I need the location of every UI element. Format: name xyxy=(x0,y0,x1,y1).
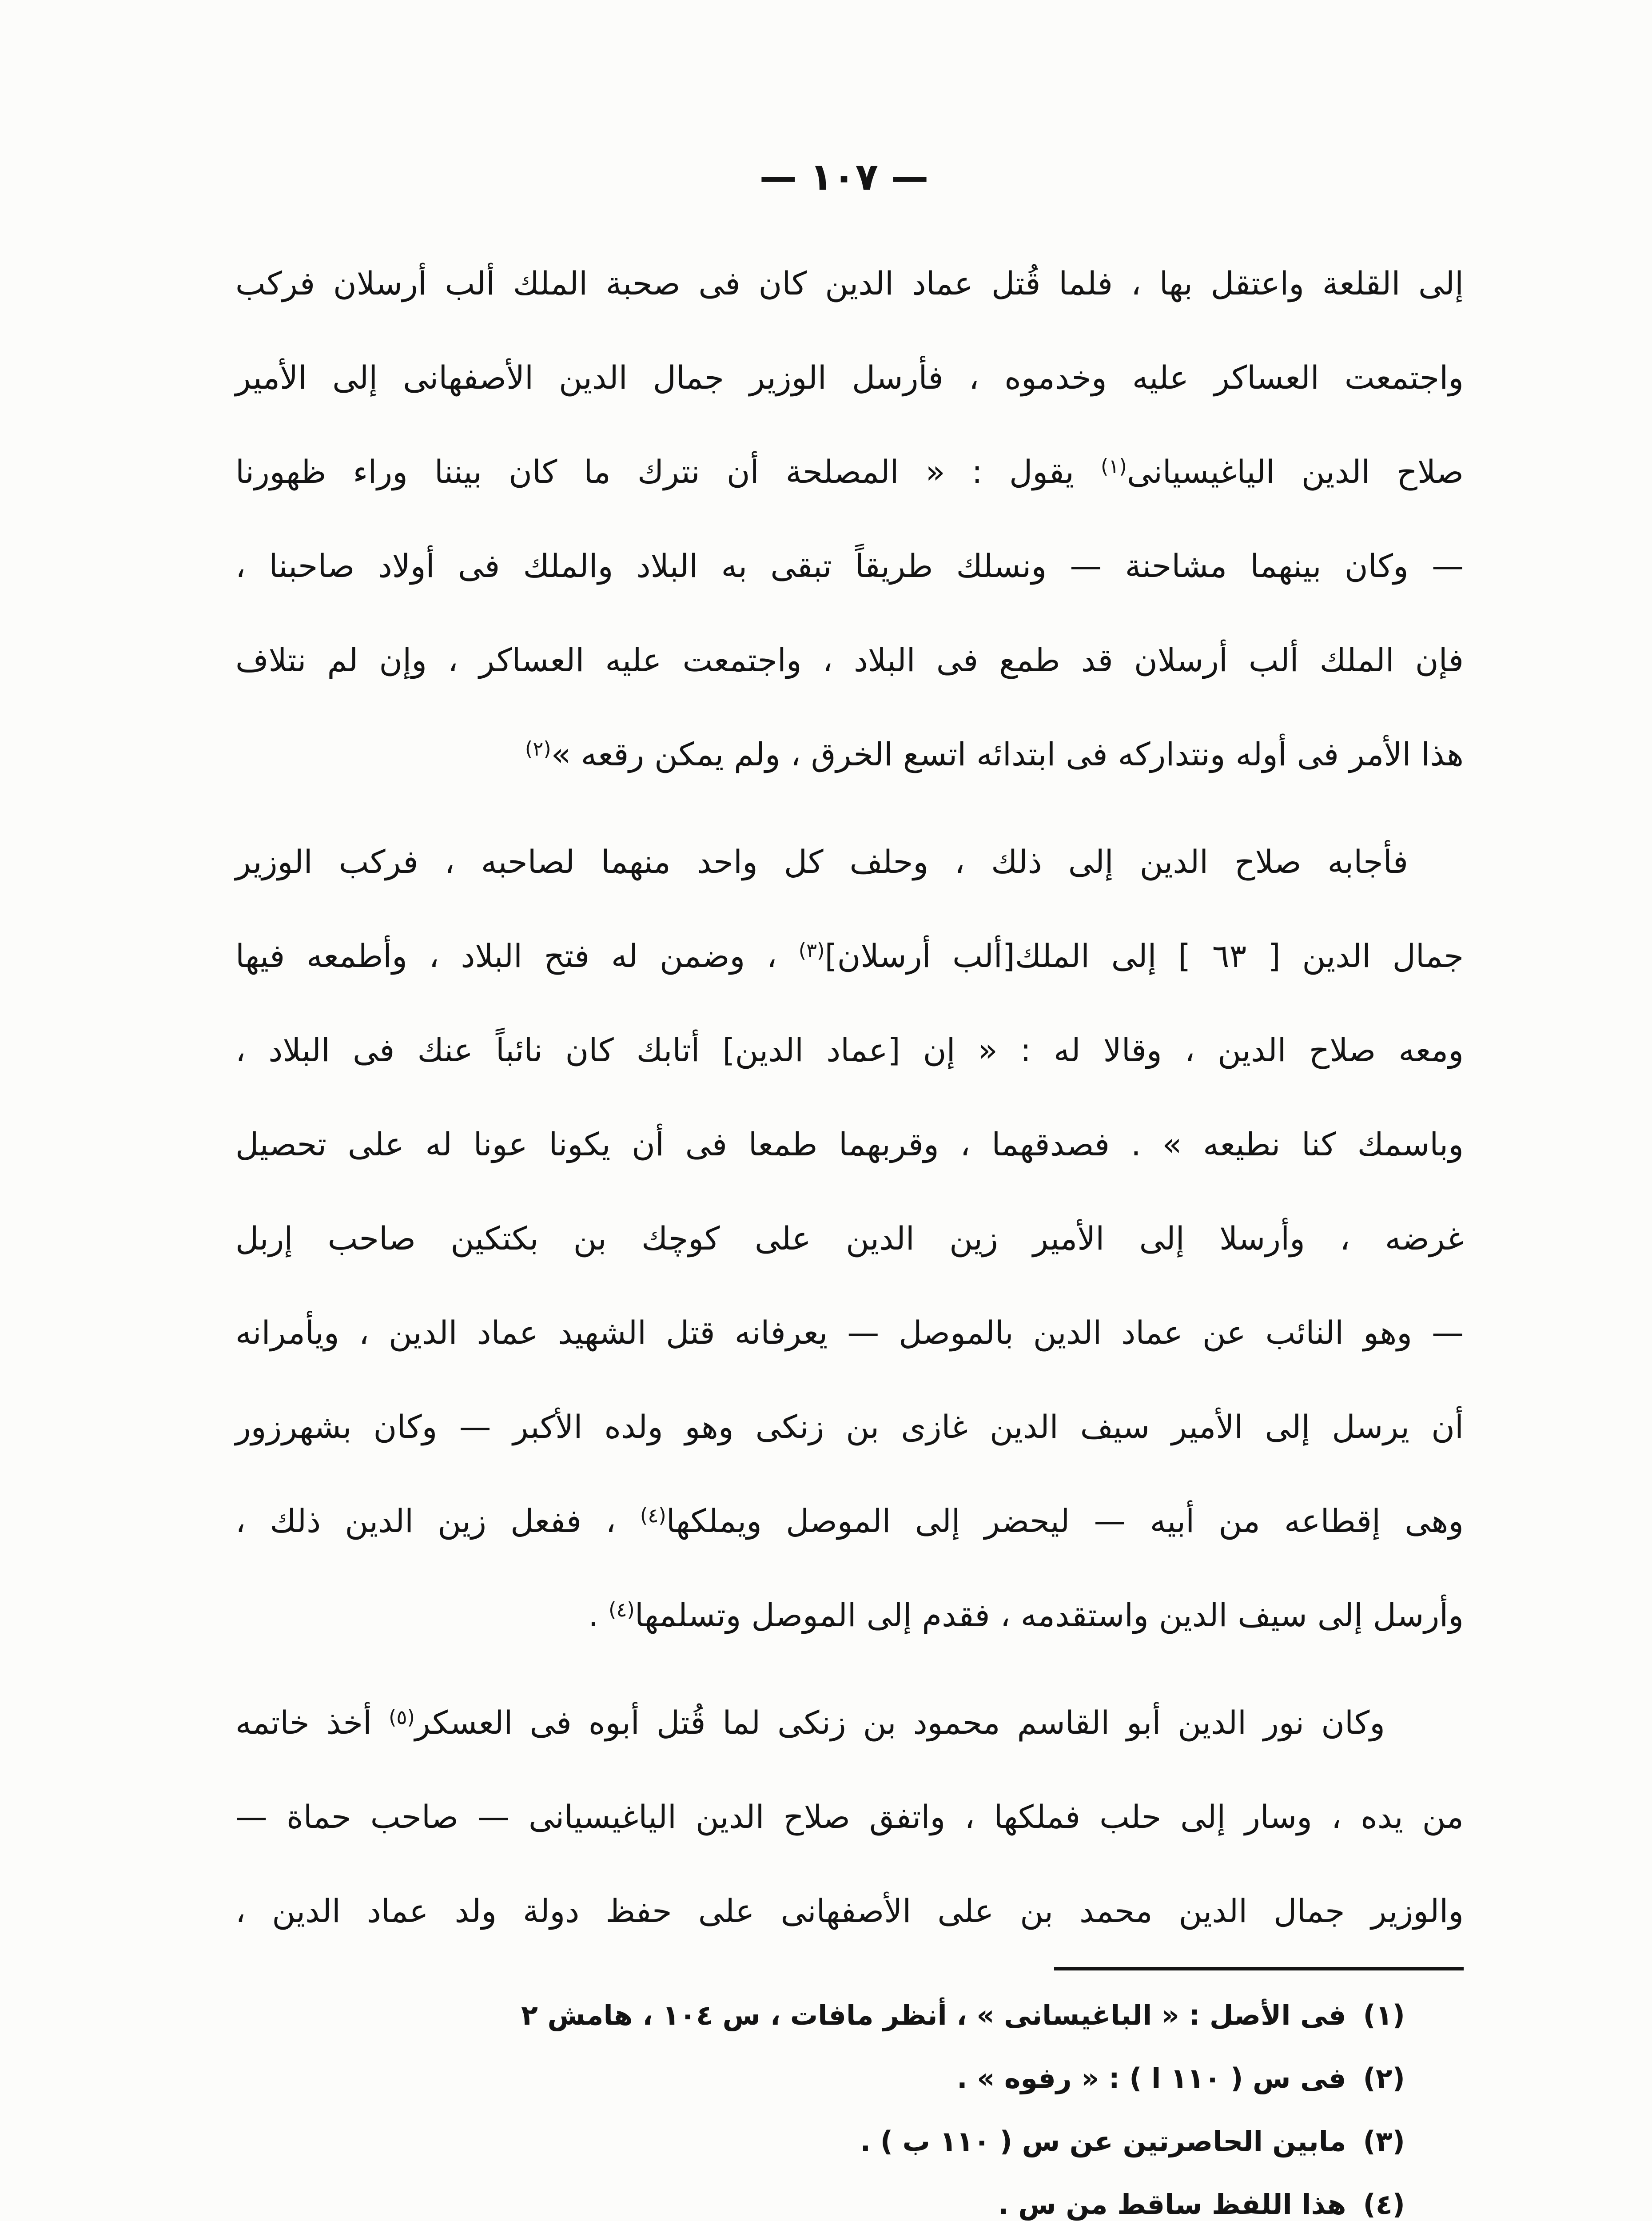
text-segment: صلاح الدين الياغيسيانى xyxy=(1127,453,1464,490)
text-line: فإن الملك ألب أرسلان قد طمع فى البلاد ، واجتمعت عليه العساكر ، وإن لم نتلاف xyxy=(235,641,1464,679)
text-segment: يقول : « المصلحة أن نترك ما كان بيننا وراء ظهورنا xyxy=(235,453,1101,490)
text-line: غرضه ، وأرسلا إلى الأمير زين الدين على كوچك بن بكتكين صاحب إربل xyxy=(235,1220,1464,1257)
text-line: وباسمك كنا نطيعه » . فصدقهما ، وقربهما طمعا فى أن يكونا عونا له على تحصيل xyxy=(235,1126,1464,1163)
text-segment: ، ففعل زين الدين ذلك ، xyxy=(235,1502,640,1540)
footnote-ref: (٣) xyxy=(798,939,825,962)
text-line: واجتمعت العساكر عليه وخدموه ، فأرسل الوزير جمال الدين الأصفهانى إلى الأمير xyxy=(235,359,1464,396)
footnote-number: (٣) xyxy=(1363,2125,1405,2157)
footnote-ref: (٤) xyxy=(640,1504,666,1527)
footnote-number: (١) xyxy=(1363,1999,1405,2031)
footnote-separator xyxy=(1054,1967,1464,1970)
text-segment: هذا الأمر فى أوله ونتداركه فى ابتدائه اتسع الخرق ، ولم يمكن رقعه » xyxy=(551,736,1464,773)
text-line xyxy=(235,1676,1464,1770)
footnote xyxy=(311,2047,1405,2110)
footnote-text: فى س ( ١١٠ ا ) : « رفوه » . xyxy=(957,2062,1346,2094)
text-line: والوزير جمال الدين محمد بن على الأصفهانى على حفظ دولة ولد عماد الدين ، xyxy=(235,1892,1464,1930)
footnotes xyxy=(311,1984,1405,2221)
footnote xyxy=(311,1984,1405,2047)
text-line: — وكان بينهما مشاحنة — ونسلك طريقاً تبقى به البلاد والملك فى أولاد صاحبنا ، xyxy=(235,547,1464,585)
text-line: من يده ، وسار إلى حلب فملكها ، واتفق صلاح الدين الياغيسيانى — صاحب حماة — xyxy=(235,1798,1464,1835)
text-segment: جمال الدين [ ٦٣ ] إلى الملك[ألب أرسلان] xyxy=(824,937,1464,975)
footnote-text: مابين الحاصرتين عن س ( ١١٠ ب ) . xyxy=(860,2125,1346,2157)
text-line: أن يرسل إلى الأمير سيف الدين غازى بن زنكى وهو ولده الأكبر — وكان بشهرزور xyxy=(235,1408,1464,1445)
text-line: إلى القلعة واعتقل بها ، فلما قُتل عماد الدين كان فى صحبة الملك ألب أرسلان فركب xyxy=(235,265,1464,302)
footnote-number: (٤) xyxy=(1363,2188,1405,2221)
paragraph xyxy=(235,236,1464,801)
text-segment: أخذ خاتمه xyxy=(235,1704,389,1741)
footnote-ref: (٢) xyxy=(525,737,551,760)
text-segment: وهى إقطاعه من أبيه — ليحضر إلى الموصل ويملكها xyxy=(666,1502,1464,1540)
body-text xyxy=(235,236,1464,1958)
text-line xyxy=(235,909,1464,1003)
footnote-text: فى الأصل : « الباغيسانى » ، أنظر مافات ، س ١٠٤ ، هامش ٢ xyxy=(521,1999,1346,2031)
paragraph xyxy=(235,1676,1464,1958)
footnote xyxy=(311,2110,1405,2173)
footnote-number: (٢) xyxy=(1363,2062,1405,2094)
text-line xyxy=(235,1568,1464,1662)
text-segment: ، وضمن له فتح البلاد ، وأطمعه فيها xyxy=(235,937,799,975)
text-line xyxy=(235,425,1464,519)
text-line xyxy=(235,707,1464,801)
footnote-ref: (٤) xyxy=(609,1598,635,1621)
footnote xyxy=(311,2173,1405,2221)
text-segment: . xyxy=(588,1596,609,1634)
footnote-ref: (٥) xyxy=(389,1705,415,1729)
footnote-text: هذا اللفظ ساقط من س . xyxy=(998,2188,1346,2221)
paragraph xyxy=(235,815,1464,1662)
text-line: فأجابه صلاح الدين إلى ذلك ، وحلف كل واحد منهما لصاحبه ، فركب الوزير xyxy=(235,843,1408,880)
text-line: ومعه صلاح الدين ، وقالا له : « إن [عماد الدين] أتابك كان نائباً عنك فى البلاد ، xyxy=(235,1031,1464,1069)
footnote-ref: (١) xyxy=(1101,454,1127,478)
text-line: — وهو النائب عن عماد الدين بالموصل — يعرفانه قتل الشهيد عماد الدين ، ويأمرانه xyxy=(235,1314,1464,1351)
text-segment: وكان نور الدين أبو القاسم محمود بن زنكى لما قُتل أبوه فى العسكر xyxy=(414,1704,1385,1741)
text-line xyxy=(235,1474,1464,1568)
page-number: — ١٠٧ — xyxy=(759,155,929,199)
text-segment: وأرسل إلى سيف الدين واستقدمه ، فقدم إلى الموصل وتسلمها xyxy=(634,1596,1464,1634)
